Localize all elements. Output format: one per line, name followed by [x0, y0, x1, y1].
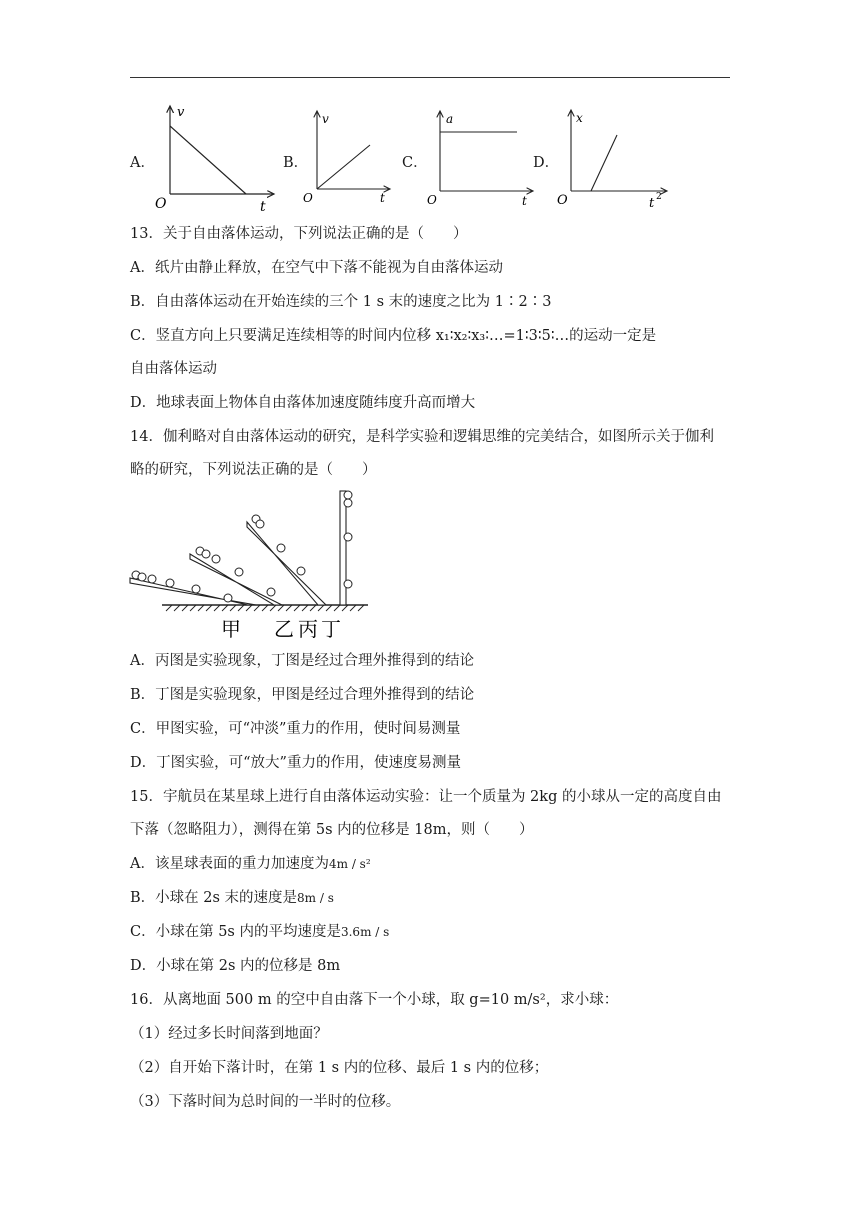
header-rule — [130, 77, 730, 78]
q12-option-d-label: D． — [533, 155, 560, 171]
q16-part-1: （1）经过多长时间落到地面？ — [130, 1026, 328, 1042]
q14-stem-cont: 略的研究，下列说法正确的是（ ） — [130, 462, 377, 478]
graph-a-xlabel: t — [260, 199, 266, 213]
figure-label-jia: 甲 — [221, 617, 241, 641]
q12-graph-b — [300, 105, 395, 205]
graph-a-origin: O — [155, 196, 167, 212]
q15-option-a-text: A．该星球表面的重力加速度为 — [130, 856, 329, 872]
q13-option-c-cont: 自由落体运动 — [130, 361, 217, 377]
q12-option-a-label: A． — [130, 155, 155, 171]
q15-option-c — [130, 922, 389, 942]
graph-c-ylabel: a — [446, 112, 454, 126]
graph-d-line — [591, 135, 617, 191]
q14-option-d: D．丁图实验，可“放大”重力的作用，使速度易测量 — [130, 755, 461, 771]
q12-option-b-label: B． — [283, 155, 309, 171]
graph-a-ylabel: v — [177, 105, 185, 120]
q16-part-3: （3）下落时间为总时间的一半时的位移。 — [130, 1094, 401, 1110]
graph-b-origin: O — [303, 191, 313, 205]
q13-option-d: D．地球表面上物体自由落体加速度随纬度升高而增大 — [130, 395, 476, 411]
q14-option-c: C．甲图实验，可“冲淡”重力的作用，使时间易测量 — [130, 721, 461, 737]
q12-graph-d — [555, 105, 675, 215]
graph-d-origin: O — [557, 193, 568, 208]
graph-b-ylabel: v — [322, 112, 329, 126]
q15-stem: 15．宇航员在某星球上进行自由落体运动实验：让一个质量为 2kg 的小球从一定的高度自由 — [130, 789, 722, 805]
graph-d-ylabel: x — [576, 111, 583, 125]
figure-label-yi: 乙 — [274, 617, 294, 641]
q16-part-2: （2）自开始下落计时，在第 1 s 内的位移、最后 1 s 内的位移； — [130, 1060, 549, 1076]
q13-option-b: B．自由落体运动在开始连续的三个 1 s 末的速度之比为 1∶2∶3 — [130, 294, 552, 310]
q15-option-c-text: C．小球在第 5s 内的平均速度是 — [130, 924, 341, 940]
q15-option-d: D．小球在第 2s 内的位移是 8m — [130, 958, 341, 974]
q12-option-c-label: C． — [402, 155, 428, 171]
vertical-ding — [340, 491, 352, 605]
q15-option-a-value: 4m / s² — [328, 857, 371, 871]
graph-a-line — [170, 126, 246, 194]
q13-option-c: C．竖直方向上只要满足连续相等的时间内位移 x₁∶x₂∶x₃∶…=1∶3∶5∶…的运动一定是 — [130, 328, 657, 344]
q15-option-b — [130, 888, 334, 908]
graph-b-xlabel: t — [380, 191, 385, 205]
figure-label-ding: 丁 — [321, 617, 341, 641]
graph-b-line — [317, 145, 370, 189]
q14-option-a: A．丙图是实验现象，丁图是经过合理外推得到的结论 — [130, 653, 474, 669]
q15-option-b-text: B．小球在 2s 末的速度是 — [130, 890, 298, 906]
figure-label-bing: 丙 — [298, 617, 318, 641]
q15-option-b-value: 8m / s — [297, 891, 334, 905]
q13-stem: 13．关于自由落体运动，下列说法正确的是（ ） — [130, 226, 468, 242]
q14-option-b: B．丁图是实验现象，甲图是经过合理外推得到的结论 — [130, 687, 475, 703]
q14-stem: 14．伽利略对自由落体运动的研究，是科学实验和逻辑思维的完美结合，如图所示关于伽利 — [130, 429, 714, 445]
q15-option-a — [130, 854, 371, 874]
incline-jia — [130, 571, 256, 605]
incline-bing — [247, 515, 326, 605]
q12-graph-c — [425, 105, 540, 205]
q12-graph-a — [150, 98, 280, 213]
graph-c-origin: O — [427, 193, 437, 205]
graph-c-xlabel: t — [522, 194, 527, 205]
q13-option-a: A．纸片由静止释放，在空气中下落不能视为自由落体运动 — [130, 260, 503, 276]
graph-d-xlabel-sup: 2 — [656, 192, 662, 202]
q15-stem-cont: 下落（忽略阻力），测得在第 5s 内的位移是 18m，则（ ） — [130, 822, 534, 838]
graph-d-xlabel: t — [649, 196, 655, 211]
q16-stem: 16．从离地面 500 m 的空中自由落下一个小球，取 g=10 m/s²，求小球： — [130, 992, 619, 1008]
q15-option-c-value: 3.6m / s — [340, 925, 390, 939]
q14-galileo-figure — [128, 488, 373, 643]
